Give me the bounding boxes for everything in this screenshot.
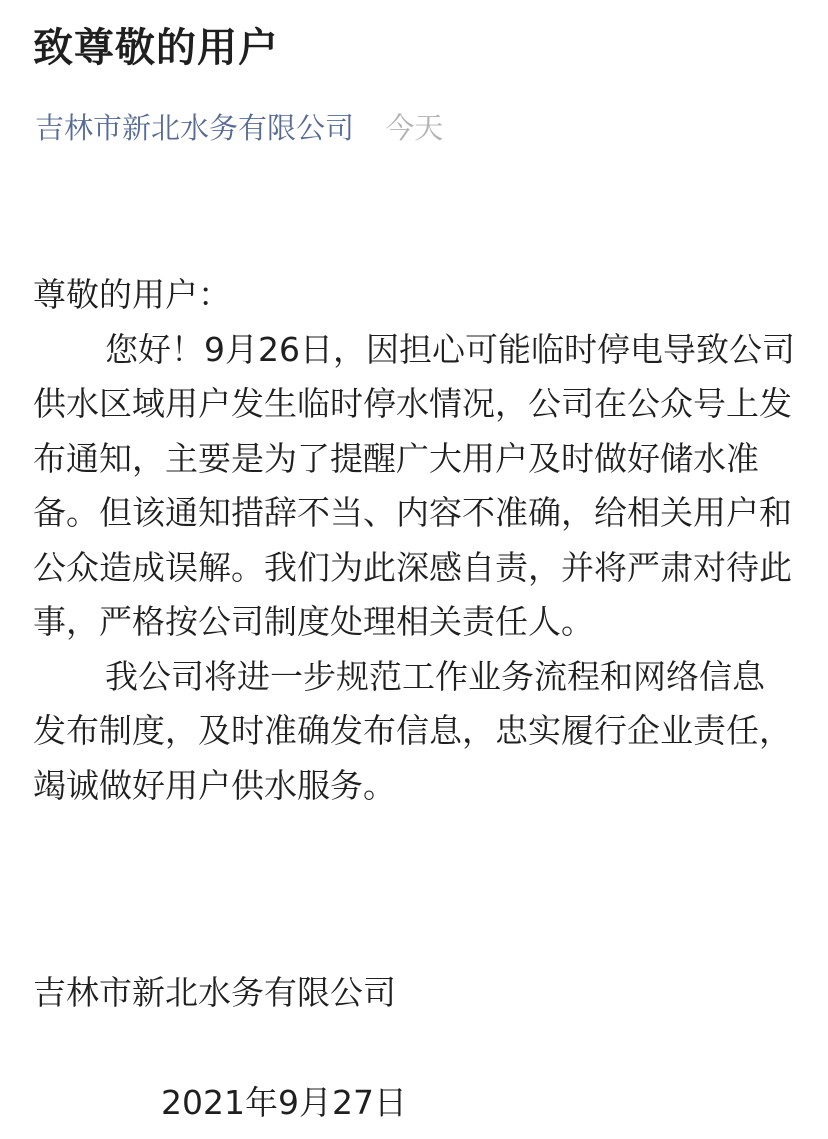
signature-company: 吉林市新北水务有限公司 (33, 973, 396, 1012)
account-name-link[interactable]: 吉林市新北水务有限公司 (35, 111, 355, 145)
paragraph-1: 您好！9月26日，因担心可能临时停电导致公司供水区域用户发生临时停水情况，公司在公众号上发布通知，主要是为了提醒广大用户及时做好储水准备。但该通知措辞不当、内容不准确，给相关用户和公众造成误解。我们为此深感自责，并将严肃对待此事，严格按公司制度处理相关责任人。 (33, 329, 795, 641)
signature-date: 2021年9月27日 (161, 1083, 407, 1122)
article-body (33, 268, 795, 813)
paragraph-2: 我公司将进一步规范工作业务流程和网络信息发布制度，及时准确发布信息，忠实履行企业责任，竭诚做好用户供水服务。 (33, 656, 792, 805)
article-title: 致尊敬的用户 (33, 25, 279, 71)
greeting: 尊敬的用户： (33, 275, 231, 314)
publish-date: 今天 (385, 111, 444, 145)
article-meta (35, 108, 443, 148)
